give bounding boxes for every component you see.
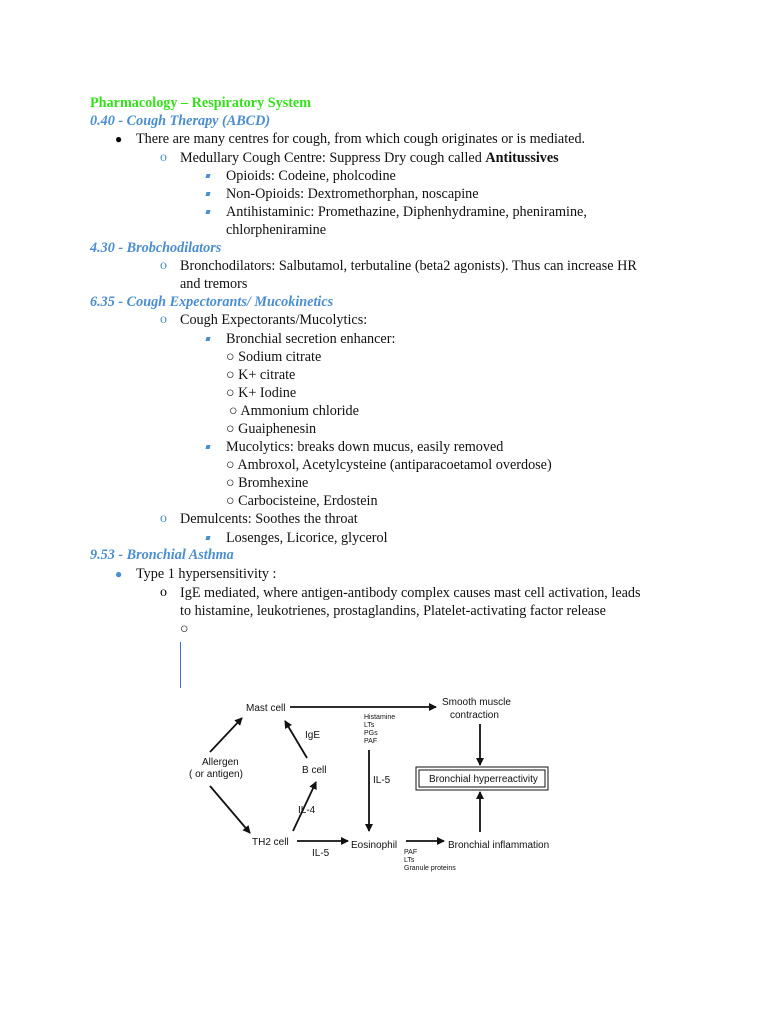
sub-bullet-marker: o [160,585,167,600]
list-item: Opioids: Codeine, pholcodine [226,168,396,184]
section-heading-bronchial-asthma: 9.53 - Bronchial Asthma [90,547,234,563]
asthma-pathway-diagram [180,688,580,888]
edge-label-il4: IL-4 [298,805,316,816]
medullary-prefix: Medullary Cough Centre: Suppress Dry cough called [180,150,486,166]
arrow-allergen-to-th2 [210,786,250,833]
section-heading-bronchodilators: 4.30 - Brobchodilators [90,240,222,256]
demulcent-items: Losenges, Licorice, glycerol [226,530,388,546]
text-cursor [180,642,181,688]
mucolytics-label: Mucolytics: breaks down mucus, easily removed [226,439,504,455]
demulcents-text: Demulcents: Soothes the throat [180,511,358,527]
mucolytic-item: ○ Ambroxol, Acetylcysteine (antiparacoetamol overdose) [226,457,552,473]
page-title: Pharmacology – Respiratory System [90,95,312,111]
edge-label-ige: IgE [305,730,321,741]
sub-bullet-marker: o [160,312,167,327]
antitussives-term: Antitussives [485,150,559,166]
node-th2-cell: TH2 cell [252,837,289,848]
edge-label-il5-horizontal: IL-5 [312,848,330,859]
bullet-marker: ● [115,567,123,581]
node-eosinophil: Eosinophil [351,840,398,851]
sub-bullet-marker: o [160,150,167,165]
bronchodilators-text-continuation: and tremors [180,276,248,292]
node-allergen-line1: Allergen [202,757,239,768]
square-bullet-marker [205,536,210,540]
square-bullet-marker [205,174,210,178]
mediator-top: PAF [364,738,378,745]
medullary-cough-centre-text [180,149,559,167]
list-item: Non-Opioids: Dextromethorphan, noscapine [226,186,479,202]
mucolytic-item: ○ Carbocisteine, Erdostein [226,493,378,509]
hypersensitivity-text: Type 1 hypersensitivity : [136,566,277,582]
enhancer-item: ○ K+ citrate [226,367,296,383]
square-bullet-marker [205,337,210,341]
section-heading-expectorants: 6.35 - Cough Expectorants/ Mucokinetics [90,294,334,310]
cough-centres-text: There are many centres for cough, from which cough originates or is mediated. [136,131,586,147]
enhancer-item: ○ K+ Iodine [226,385,297,401]
node-b-cell: B cell [302,765,327,776]
enhancer-item: ○ Ammonium chloride [229,403,359,419]
mediator-top: PGs [364,730,378,737]
arrow-allergen-to-mastcell [210,718,242,752]
section-heading-cough-therapy: 0.40 - Cough Therapy (ABCD) [90,113,271,129]
node-allergen-line2: ( or antigen) [189,769,243,780]
ige-mediated-text: IgE mediated, where antigen-antibody complex causes mast cell activation, leads [180,585,641,601]
mediator-top: LTs [364,722,375,729]
square-bullet-marker [205,445,210,449]
square-bullet-marker [205,210,210,214]
mediator-top: Histamine [364,714,396,721]
enhancer-item: ○ Guaiphenesin [226,421,317,437]
mediator-bottom: Granule proteins [404,865,456,872]
sub-bullet-marker: o [160,258,167,273]
list-item-continuation: chlorpheniramine [226,222,327,238]
enhancer-label: Bronchial secretion enhancer: [226,331,396,347]
sub-bullet-marker: o [160,511,167,526]
node-bronchial-hyperreactivity: Bronchial hyperreactivity [429,774,538,785]
node-smooth-muscle-line2: contraction [450,710,499,721]
node-mast-cell: Mast cell [246,703,286,714]
enhancer-item: ○ Sodium citrate [226,349,322,365]
mediator-bottom: LTs [404,857,415,864]
ige-mediated-text-continuation: to histamine, leukotrienes, prostaglandins, Platelet-activating factor release [180,603,606,619]
mucolytic-item: ○ Bromhexine [226,475,309,491]
node-smooth-muscle-line1: Smooth muscle [442,697,511,708]
arrow-bcell-to-mastcell [285,721,307,758]
empty-list-marker: ○ [180,621,189,637]
mediator-bottom: PAF [404,849,418,856]
edge-label-il5-vertical: IL-5 [373,775,391,786]
bronchodilators-text: Bronchodilators: Salbutamol, terbutaline (beta2 agonists). Thus can increase HR [180,258,637,274]
node-bronchial-inflammation: Bronchial inflammation [448,840,550,851]
expectorants-label: Cough Expectorants/Mucolytics: [180,312,368,328]
square-bullet-marker [205,192,210,196]
bullet-marker: ● [115,132,123,146]
list-item: Antihistaminic: Promethazine, Diphenhydramine, pheniramine, [226,204,587,220]
